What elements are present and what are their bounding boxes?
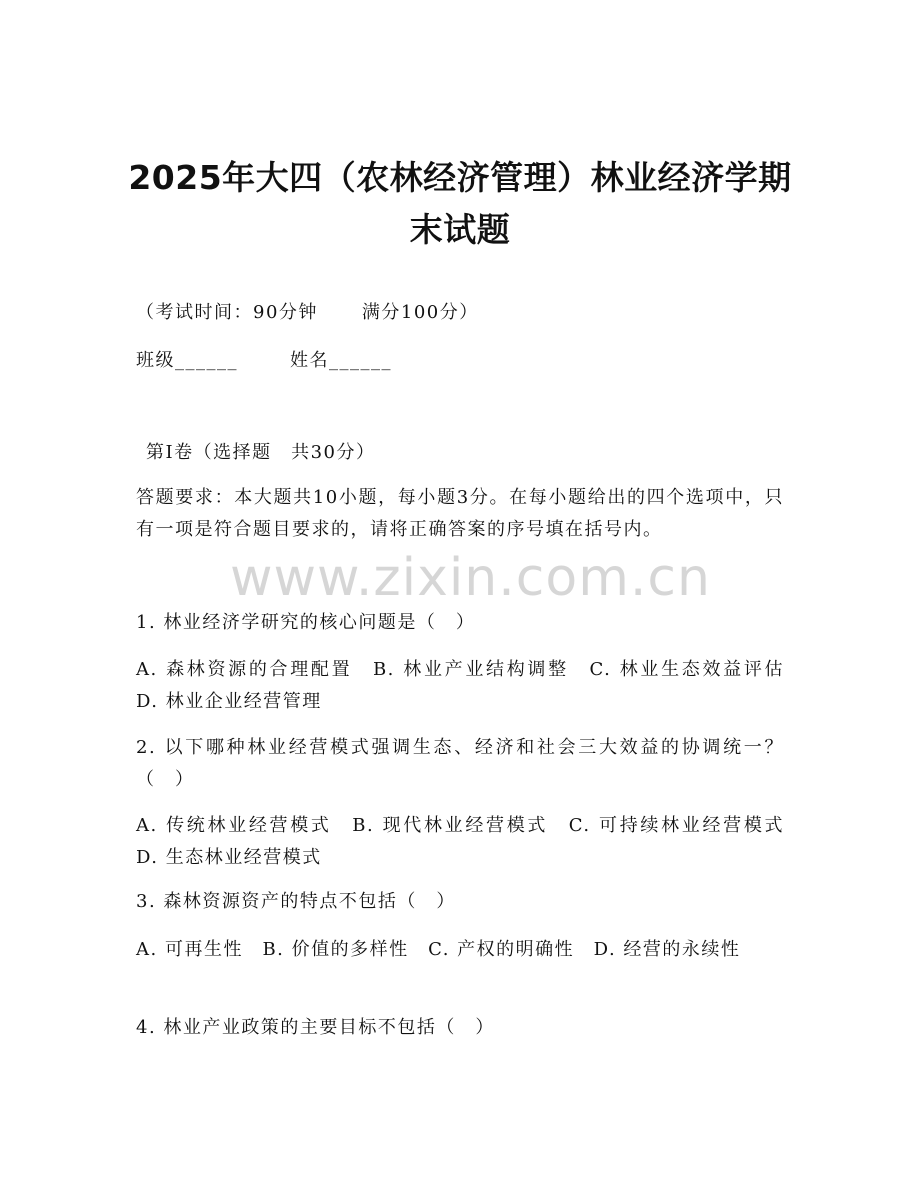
section-header: 第Ⅰ卷（选择题 共30分） [146, 442, 376, 463]
student-info [136, 345, 392, 377]
title-line-1: 2025年大四（农林经济管理）林业经济学期 [128, 158, 792, 197]
question-1-stem: 1. 林业经济学研究的核心问题是（ ） [136, 612, 476, 633]
name-field: 姓名______ [290, 350, 392, 371]
question-1-options: A. 森林资源的合理配置 B. 林业产业结构调整 C. 林业生态效益评估 D. 林业企业经营管理 [136, 659, 804, 712]
exam-time: （考试时间：90分钟 [136, 302, 318, 323]
question-2-stem: 2. 以下哪种林业经营模式强调生态、经济和社会三大效益的协调统一？（ ） [136, 737, 784, 790]
watermark: www.zixin.com.cn [230, 548, 711, 608]
instructions: 答题要求：本大题共10小题，每小题3分。在每小题给出的四个选项中，只有一项是符合题目要求的，请将正确答案的序号填在括号内。 [136, 487, 784, 540]
page-title [110, 152, 810, 256]
question-4-stem: 4. 林业产业政策的主要目标不包括（ ） [136, 1017, 495, 1038]
question-3-stem: 3. 森林资源资产的特点不包括（ ） [136, 891, 456, 912]
full-score: 满分100分） [361, 302, 479, 323]
question-3-options: A. 可再生性 B. 价值的多样性 C. 产权的明确性 D. 经营的永续性 [136, 939, 741, 960]
exam-info [136, 297, 479, 329]
class-field: 班级______ [136, 350, 238, 371]
title-line-2: 末试题 [409, 210, 511, 249]
question-2-options: A. 传统林业经营模式 B. 现代林业经营模式 C. 可持续林业经营模式 D. 生态林业经营模式 [136, 815, 804, 868]
